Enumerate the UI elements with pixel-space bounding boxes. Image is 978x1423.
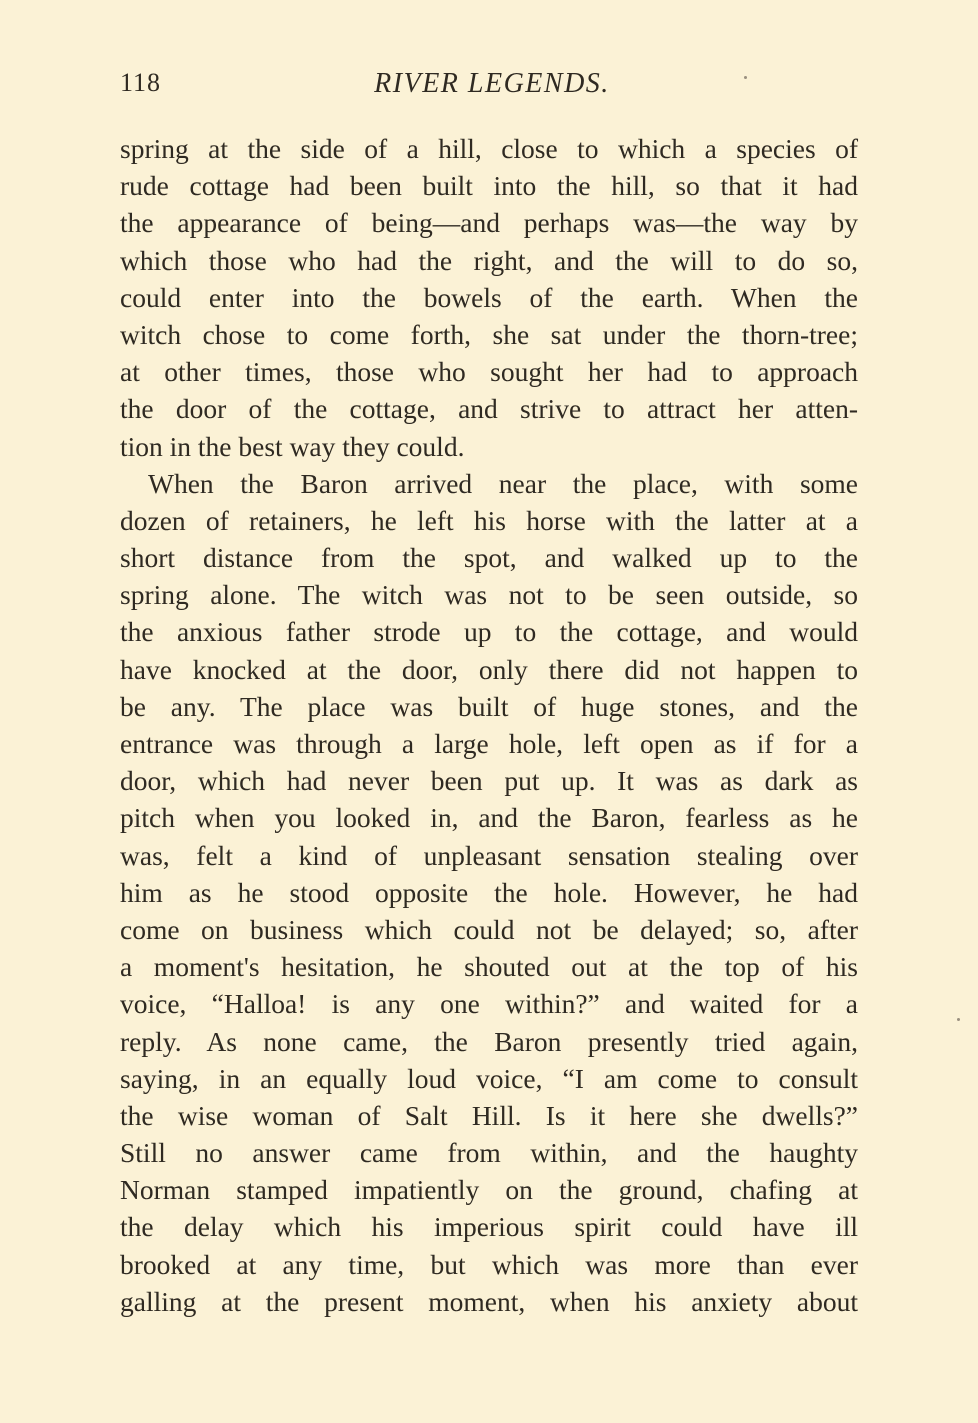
paragraph-continued	[120, 130, 858, 465]
text-line: the anxious father strode up to the cottage, and would	[120, 616, 858, 648]
text-line: reply. As none came, the Baron presently tried again,	[120, 1025, 858, 1057]
text-line: rude cottage had been built into the hill, so that it had	[120, 170, 858, 202]
text-line: When the Baron arrived near the place, with some	[148, 467, 858, 499]
text-line: the appearance of being—and perhaps was—the way by	[120, 207, 858, 239]
text-line: was, felt a kind of unpleasant sensation stealing over	[120, 839, 858, 871]
text-line: short distance from the spot, and walked up to the	[120, 542, 858, 574]
text-line: pitch when you looked in, and the Baron, fearless as he	[120, 802, 858, 834]
running-head	[120, 68, 858, 108]
text-line: door, which had never been put up. It was as dark as	[120, 765, 858, 797]
text-line: dozen of retainers, he left his horse with the latter at a	[120, 504, 858, 536]
text-line: the wise woman of Salt Hill. Is it here she dwells?”	[120, 1099, 858, 1131]
page-number: 118	[120, 68, 162, 97]
text-line: could enter into the bowels of the earth. When the	[120, 281, 858, 313]
text-line: have knocked at the door, only there did not happen to	[120, 653, 858, 685]
text-line: entrance was through a large hole, left open as if for a	[120, 728, 858, 759]
text-line: the door of the cottage, and strive to attract her atten-	[120, 393, 858, 425]
text-line: at other times, those who sought her had to approach	[120, 356, 858, 388]
text-line: spring at the side of a hill, close to which a species of	[120, 133, 858, 164]
text-line: come on business which could not be delayed; so, after	[120, 913, 858, 945]
paper-speck	[744, 76, 747, 79]
text-line: voice, “Halloa! is any one within?” and waited for a	[120, 988, 858, 1020]
text-line: galling at the present moment, when his anxiety about	[120, 1285, 858, 1317]
text-line: Norman stamped impatiently on the ground, chafing at	[120, 1174, 858, 1206]
text-line: be any. The place was built of huge stones, and the	[120, 690, 858, 722]
text-line: brooked at any time, but which was more than ever	[120, 1248, 858, 1280]
text-line: which those who had the right, and the will to do so,	[120, 244, 858, 276]
text-line: Still no answer came from within, and the haughty	[120, 1137, 858, 1169]
text-line: witch chose to come forth, she sat under the thorn-tree;	[120, 318, 858, 350]
paragraph	[120, 465, 858, 1320]
body-text	[120, 130, 858, 1320]
text-line: tion in the best way they could.	[120, 430, 465, 462]
text-line: him as he stood opposite the hole. However, he had	[120, 876, 858, 908]
text-line: a moment's hesitation, he shouted out at the top of his	[120, 951, 858, 983]
text-line: the delay which his imperious spirit could have ill	[120, 1211, 858, 1243]
text-line: spring alone. The witch was not to be seen outside, so	[120, 579, 858, 611]
running-title: RIVER LEGENDS.	[374, 68, 610, 99]
text-line: saying, in an equally loud voice, “I am come to consult	[120, 1062, 858, 1094]
paper-speck	[957, 1018, 960, 1021]
